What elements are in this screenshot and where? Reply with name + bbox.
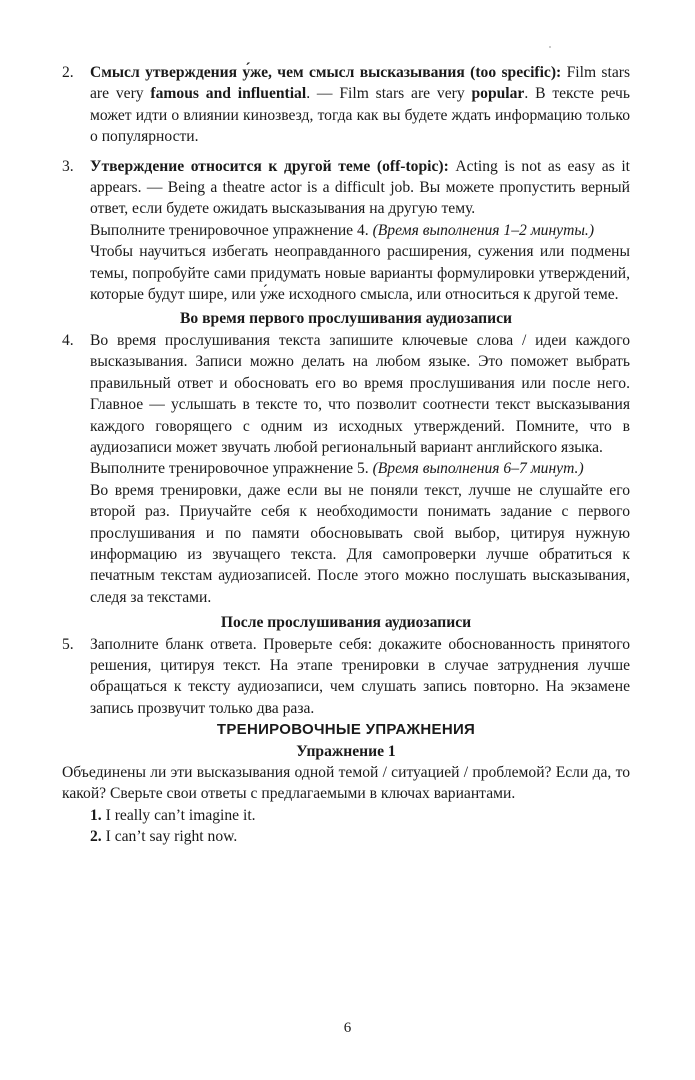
- exercise-line: [90, 805, 630, 826]
- item-number: 3.: [62, 157, 74, 175]
- item-title: Смысл утверждения у́же, чем смысл высказывания (too specific):: [90, 64, 562, 81]
- item-text: Film stars are very: [90, 64, 631, 103]
- list-item-2: [62, 62, 630, 148]
- exercise-reference: [90, 220, 630, 241]
- page-body: [62, 62, 630, 848]
- item-number: 5.: [62, 635, 74, 653]
- item-paragraph: [90, 156, 630, 220]
- item-paragraph: Во время прослушивания текста запишите ключевые слова / идеи каждого высказывания. Записи можно делать на любом языке. Это поможет выбрать правильный ответ и обосновать его во время прослушивания или после него. Главное — услышать в тексте то, что позволит соотнести текст высказывания каждого говорящего с одним из исходных утверждений. Помните, что в аудиозаписи может звучать любой региональный вариант английского языка.: [90, 331, 630, 456]
- scan-speck: [549, 46, 551, 48]
- exercise-line-number: 2.: [90, 828, 102, 846]
- exercise-text: Выполните тренировочное упражнение 4.: [90, 221, 369, 239]
- section-heading-after-listening: После прослушивания аудиозаписи: [220, 614, 472, 632]
- exercise-time: (Время выполнения 6–7 минут.): [372, 460, 584, 478]
- tip-paragraph: Чтобы научиться избегать неоправданного расширения, сужения или подмены темы, попробуйте сами придумать новые варианты формулировки утверждений, которые будут шире, или у́же исходного смысла, или относиться к другой теме.: [90, 243, 630, 304]
- item-number: 2.: [62, 64, 74, 81]
- exercise-line-number: 1.: [90, 806, 102, 824]
- exercise-line-text: I really can’t imagine it.: [105, 806, 256, 824]
- item-emphasis: popular: [471, 85, 525, 103]
- section-heading-first-listening: Во время первого прослушивания аудиозаписи: [180, 310, 512, 328]
- item-title: Утверждение относится к другой теме (off-topic):: [90, 157, 449, 175]
- exercise-list: [62, 805, 630, 848]
- list-item-5: [62, 634, 630, 720]
- item-paragraph: [90, 62, 630, 148]
- item-number: 4.: [62, 331, 74, 349]
- page-number: 6: [343, 1020, 352, 1036]
- exercise-time: (Время выполнения 1–2 минуты.): [372, 221, 595, 239]
- tip-paragraph: Во время тренировки, даже если вы не поняли текст, лучше не слушайте его второй раз. Приучайте себя к необходимости понимать задание с первого прослушивания и по памяти обосновывать свой выбор, цитируя нужную информацию из звучащего текста. Для самопроверки лучше обратиться к печатным текстам аудиозаписей. После этого можно послушать высказывания, следя за текстами.: [90, 481, 630, 606]
- exercise-text: Выполните тренировочное упражнение 5.: [90, 460, 369, 478]
- list-item-3: [62, 156, 630, 306]
- item-emphasis: famous and influential: [150, 85, 307, 103]
- item-text: . В тексте речь может идти о влиянии кинозвезд, тогда как вы будете ждать информацию только о популярности.: [90, 85, 631, 146]
- exercises-heading: ТРЕНИРОВОЧНЫЕ УПРАЖНЕНИЯ: [216, 721, 476, 739]
- item-text: Acting is not as easy as it appears. — Being a theatre actor is a difficult job. Вы можете пропустить верный ответ, если будете ожидать высказывания на другую тему.: [90, 157, 631, 218]
- item-text: . — Film stars are very: [306, 85, 465, 103]
- list-item-4: [62, 330, 630, 608]
- item-paragraph: Заполните бланк ответа. Проверьте себя: докажите обоснованность принятого решения, цитируя текст. На этапе тренировки в случае затруднения лучше обращаться к тексту аудиозаписи, чем слушать запись повторно. На экзамене запись прозвучит только два раза.: [90, 635, 630, 717]
- exercise-line-text: I can’t say right now.: [105, 828, 238, 846]
- exercise-line: [90, 826, 630, 847]
- exercise-reference: [90, 458, 630, 479]
- exercise-title: Упражнение 1: [296, 742, 396, 760]
- exercise-instruction: Объединены ли эти высказывания одной темой / ситуацией / проблемой? Если да, то какой? Сверьте свои ответы с предлагаемыми в ключах вариантами.: [62, 764, 630, 803]
